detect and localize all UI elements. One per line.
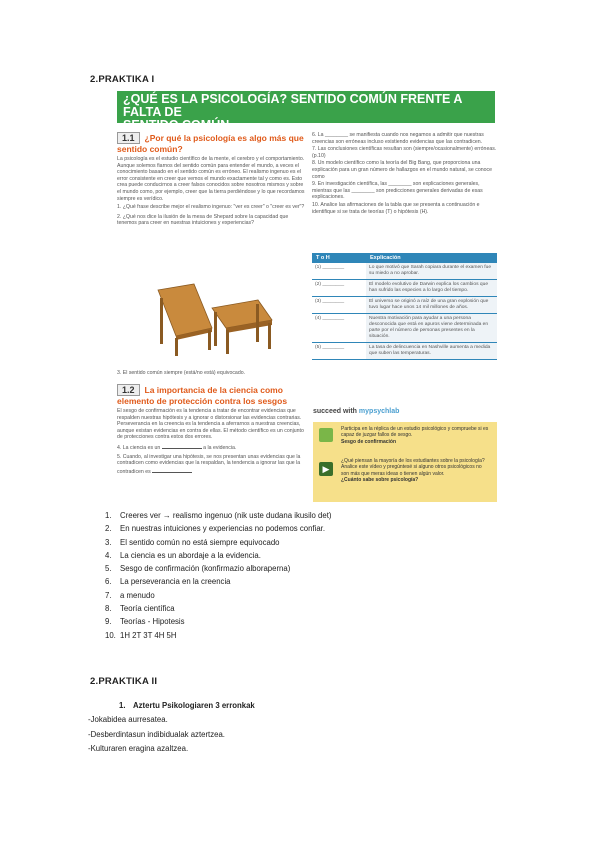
question-4-blank — [162, 443, 202, 449]
list-item — [105, 522, 332, 535]
practice2-item-title: Aztertu Psikologiaren 3 erronkak — [133, 701, 255, 710]
question-2: 2. ¿Qué nos dice la ilusión de la mesa de Shepard sobre la capacidad que tenemos para creer en nuestras intuiciones y experiencias? — [117, 213, 289, 227]
answer-text: La ciencia es un abordaje a la evidencia. — [120, 550, 261, 560]
list-item — [105, 602, 332, 615]
play-video-icon[interactable]: ▶ — [319, 462, 333, 476]
answer-number: 7. — [105, 590, 112, 600]
question-4 — [117, 443, 307, 452]
table-header-toh: T o H — [312, 253, 366, 263]
answer-number: 8. — [105, 604, 112, 614]
mypsychlab-item-2-text: ¿Qué piensan la mayoría de los estudiantes sobre la psicología? Analice este vídeo y pregúntesé si alguno otros psicológicos no son más que meras ideas o tienen algún valor. — [341, 458, 485, 477]
question-4-end: a la evidencia. — [203, 444, 237, 451]
shepard-tables-illustration — [150, 280, 280, 360]
table-row — [312, 280, 497, 297]
question-7: 7. Las conclusiones científicas resultan son (siempre/ocasionalmente) erróneas. (p.10) — [312, 146, 497, 159]
question-10: 10. Analice las afirmaciones de la tabla que se presenta a continuación e identifique si se trata de teorías (T) o hipótesis (H). — [312, 201, 480, 215]
practice2-item — [119, 701, 255, 710]
table-row-text: El universo se originó a raíz de una gran explosión que tuvo lugar hace unos 14 mil millones de años. — [366, 297, 497, 314]
banner-title-line1: ¿QUÉ ES LA PSICOLOGÍA? SENTIDO COMÚN FRENTE A FALTA DE — [123, 92, 462, 119]
practice2-title: 2.PRAKTIKA II — [90, 676, 158, 687]
list-item — [105, 509, 332, 522]
textbook-banner — [117, 91, 495, 132]
mypsychlab-item-2-link[interactable]: ¿Cuánto sabe sobre psicología? — [341, 477, 419, 484]
answer-number: 9. — [105, 617, 112, 627]
table-row-label[interactable]: (3) ________ — [312, 297, 366, 314]
table-row — [312, 314, 497, 343]
table-header-explicacion: Explicación — [366, 253, 497, 263]
answer-text: Teorías - Hipotesis — [120, 617, 185, 627]
answer-text: a menudo — [120, 590, 155, 600]
section-1-1-body: La psicología es el estudio científico de la mente, el cerebro y el comportamiento. Aunque solemos fiarnos del sentido común para entender el mundo, a veces el conocimiento basado en el sentido común es erróneo. El realismo ingenuo es el error consistente en creer que vemos el mundo exactamente tal y como es. Esto crea puede conducirnos a creer falsos conocidos sobre nosotros mismos y sobre el mundo como, por ejemplo, creer que la tierra perdiéndose y lo que recordamos siempre es verídico. — [117, 156, 305, 202]
right-column-questions — [312, 132, 498, 215]
mypsychlab-header-prefix: succeed with — [313, 408, 357, 415]
answers-list — [105, 509, 332, 642]
question-9: 9. En investigación científica, las ________ son explicaciones generales, mientras que las ________ son predicciones generales derivadas de esas explicaciones. — [312, 181, 483, 201]
practice1-title: 2.PRAKTIKA I — [90, 74, 155, 85]
answer-text: 1H 2T 3T 4H 5H — [120, 630, 177, 640]
answer-number: 4. — [105, 550, 112, 560]
challenge-line: -Jokabidea aurresatea. — [88, 715, 168, 724]
section-1-1 — [117, 132, 307, 227]
answer-number: 6. — [105, 577, 112, 587]
practice2-lines — [88, 713, 225, 757]
section-1-1-heading: ¿Por qué la psicología es algo más que sentido común? — [117, 133, 304, 154]
answer-text: En nuestras intuiciones y experiencias no podemos confiar. — [120, 524, 326, 534]
table-row — [312, 263, 497, 280]
table-row-text: La tasa de delincuencia en Nashville aumenta a medida que suben las temperaturas. — [366, 343, 497, 360]
answer-number: 1. — [105, 511, 112, 520]
question-1: 1. ¿Qué frase describe mejor el realismo ingenuo: "ver es creer" o "creer es ver"? — [117, 204, 305, 211]
challenge-line: -Kulturaren eragina azaltzea. — [88, 744, 189, 753]
answer-number: 5. — [105, 564, 112, 574]
question-5 — [117, 454, 307, 476]
answer-text: Teoría científica — [120, 604, 175, 614]
question-6: 6. La ________ se manifiesta cuando nos negamos a admitir que nuestras creencias son erróneas incluso existiendo evidencias que las contradicen. — [312, 132, 484, 145]
mypsychlab-brand: mypsychlab — [358, 408, 400, 415]
table-row — [312, 297, 497, 314]
mypsychlab-item-1-text: Participa en la réplica de un estudio psicológico y compruebe si es capaz de juzgar fallos de sesgo. — [341, 426, 489, 439]
banner-title-line2: SENTIDO COMÚN — [123, 118, 230, 132]
section-1-1-number: 1.1 — [117, 132, 140, 144]
answer-text: Sesgo de confirmación (konfirmazio alboraperna) — [120, 564, 291, 574]
answer-number: 10. — [105, 630, 116, 640]
mypsychlab-content — [313, 422, 497, 502]
answer-number: 2. — [105, 524, 112, 534]
section-1-2-number: 1.2 — [117, 384, 140, 396]
list-item — [105, 536, 332, 549]
challenge-line: -Desberdintasun indibidualak aztertzea. — [88, 729, 225, 739]
table-row-label[interactable]: (5) ________ — [312, 343, 366, 360]
table-row-label[interactable]: (1) ________ — [312, 263, 366, 280]
question-3: 3. El sentido común siempre (está/no está) equivocado. — [117, 370, 246, 376]
question-5-text: 5. Cuando, al investigar una hipótesis, se nos presentan unas evidencias que la contradicen como evidencias que la respaldan, la tendencia a ignorar las que la contradicen es — [117, 453, 301, 475]
answer-number: 3. — [105, 537, 112, 547]
table-row — [312, 343, 497, 360]
experiment-icon[interactable] — [319, 428, 333, 442]
answer-text: El sentido común no está siempre equivocado — [120, 537, 280, 547]
list-item — [105, 629, 332, 642]
table-row-label[interactable]: (2) ________ — [312, 280, 366, 297]
section-1-2-heading: La importancia de la ciencia como elemento de protección contra los sesgos — [117, 385, 288, 406]
list-item — [105, 549, 332, 562]
table-row-text: Lo que motivó que Sarah copiara durante el examen fue su miedo a no aprobar. — [366, 263, 497, 280]
mypsychlab-item-1-link[interactable]: Sesgo de confirmación — [341, 438, 397, 445]
question-4-text: 4. La ciencia es un — [117, 444, 161, 451]
table-row-label[interactable]: (4) ________ — [312, 314, 366, 343]
section-1-2-body: El sesgo de confirmación es la tendencia a tratar de encontrar evidencias que respalden nuestras hipótesis y a ignorar o distorsionar las evidencias contrarias. Perseverancia en la creencia es la tendencia a aferrarnos a nuestras creencias, aunque existan evidencias en contra de ellas. El método científico es un conjunto de protecciones contra estos dos errores. — [117, 408, 304, 441]
list-item — [105, 615, 332, 628]
list-item — [105, 575, 332, 588]
answer-text: Creeres ver → realismo ingenuo (nik uste dudana ikusilo det) — [120, 511, 332, 520]
mypsychlab-box — [313, 408, 497, 502]
mypsychlab-item-1 — [341, 426, 491, 445]
table-row-text: El modelo evolutivo de Darwin explica los cambios que han sufrido las especies a lo largo del tiempo. — [366, 280, 497, 297]
section-1-2 — [117, 384, 307, 475]
mypsychlab-header — [313, 408, 497, 415]
mypsychlab-item-2 — [341, 458, 491, 484]
practice2-item-number: 1. — [119, 701, 126, 710]
theory-hypothesis-table — [312, 253, 497, 360]
list-item — [105, 589, 332, 602]
question-8: 8. Un modelo científico como la teoría del Big Bang, que proporciona una explicación para un gran número de hallazgos en el mundo natural, se conoce como — [312, 160, 492, 180]
table-row-text: Nuestra motivación para ayudar a una persona desconocida que está en apuros viene determinada en parte por el número de personas presentes en la situación. — [366, 314, 497, 343]
answer-text: La perseverancia en la creencia — [120, 577, 231, 587]
question-5-blank — [152, 467, 192, 473]
list-item — [105, 562, 332, 575]
